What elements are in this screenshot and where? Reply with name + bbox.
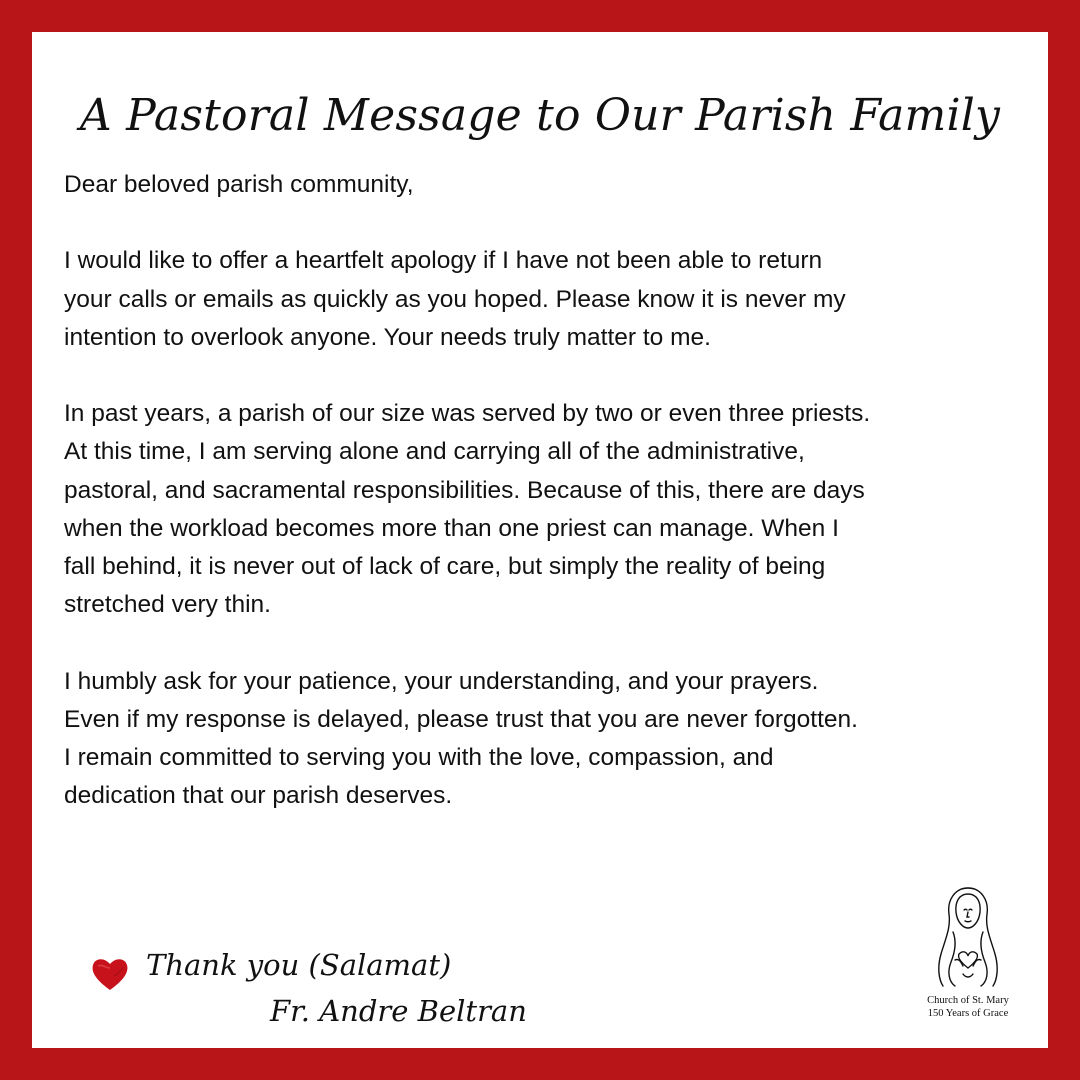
paragraph-line: I humbly ask for your patience, your understanding, and your prayers. (64, 667, 819, 695)
paragraph-line: At this time, I am serving alone and carrying all of the administrative, (64, 438, 805, 466)
paragraph-line: pastoral, and sacramental responsibilities. Because of this, there are days (64, 476, 865, 504)
madonna-logo-icon (918, 882, 1018, 992)
parish-logo (918, 882, 1018, 1028)
thank-you-text: Thank you (Salamat) (146, 948, 452, 982)
paragraph-line: dedication that our parish deserves. (64, 782, 453, 810)
paragraph-line: stretched very thin. (64, 591, 271, 619)
letter-body (64, 166, 1024, 854)
paragraph-line: I would like to offer a heartfelt apology if I have not been able to return (64, 247, 823, 275)
logo-caption (918, 994, 1018, 1020)
message-card (32, 32, 1048, 1048)
paragraph-line: Even if my response is delayed, please trust that you are never forgotten. (64, 705, 858, 733)
paragraph-line: your calls or emails as quickly as you hoped. Please know it is never my (64, 285, 846, 313)
heart-icon (90, 956, 130, 992)
greeting (64, 166, 1024, 204)
paragraph-line: I remain committed to serving you with the love, compassion, and (64, 744, 774, 771)
greeting-text: Dear beloved parish community, (64, 171, 414, 198)
logo-line-church: Church of St. Mary (927, 995, 1009, 1006)
page-title: A Pastoral Message to Our Parish Family (79, 90, 1001, 141)
logo-line-years: 150 Years of Grace (927, 1008, 1009, 1019)
paragraph-line: intention to overlook anyone. Your needs truly matter to me. (64, 323, 711, 351)
paragraph-request (64, 663, 1024, 816)
paragraph-line: In past years, a parish of our size was served by two or even three priests. (64, 400, 871, 428)
signature-name: Fr. Andre Beltran (270, 994, 527, 1028)
paragraph-line: when the workload becomes more than one priest can manage. When I (64, 514, 839, 542)
paragraph-apology (64, 242, 1024, 357)
paragraph-situation (64, 395, 1024, 624)
paragraph-line: fall behind, it is never out of lack of care, but simply the reality of being (64, 553, 826, 580)
